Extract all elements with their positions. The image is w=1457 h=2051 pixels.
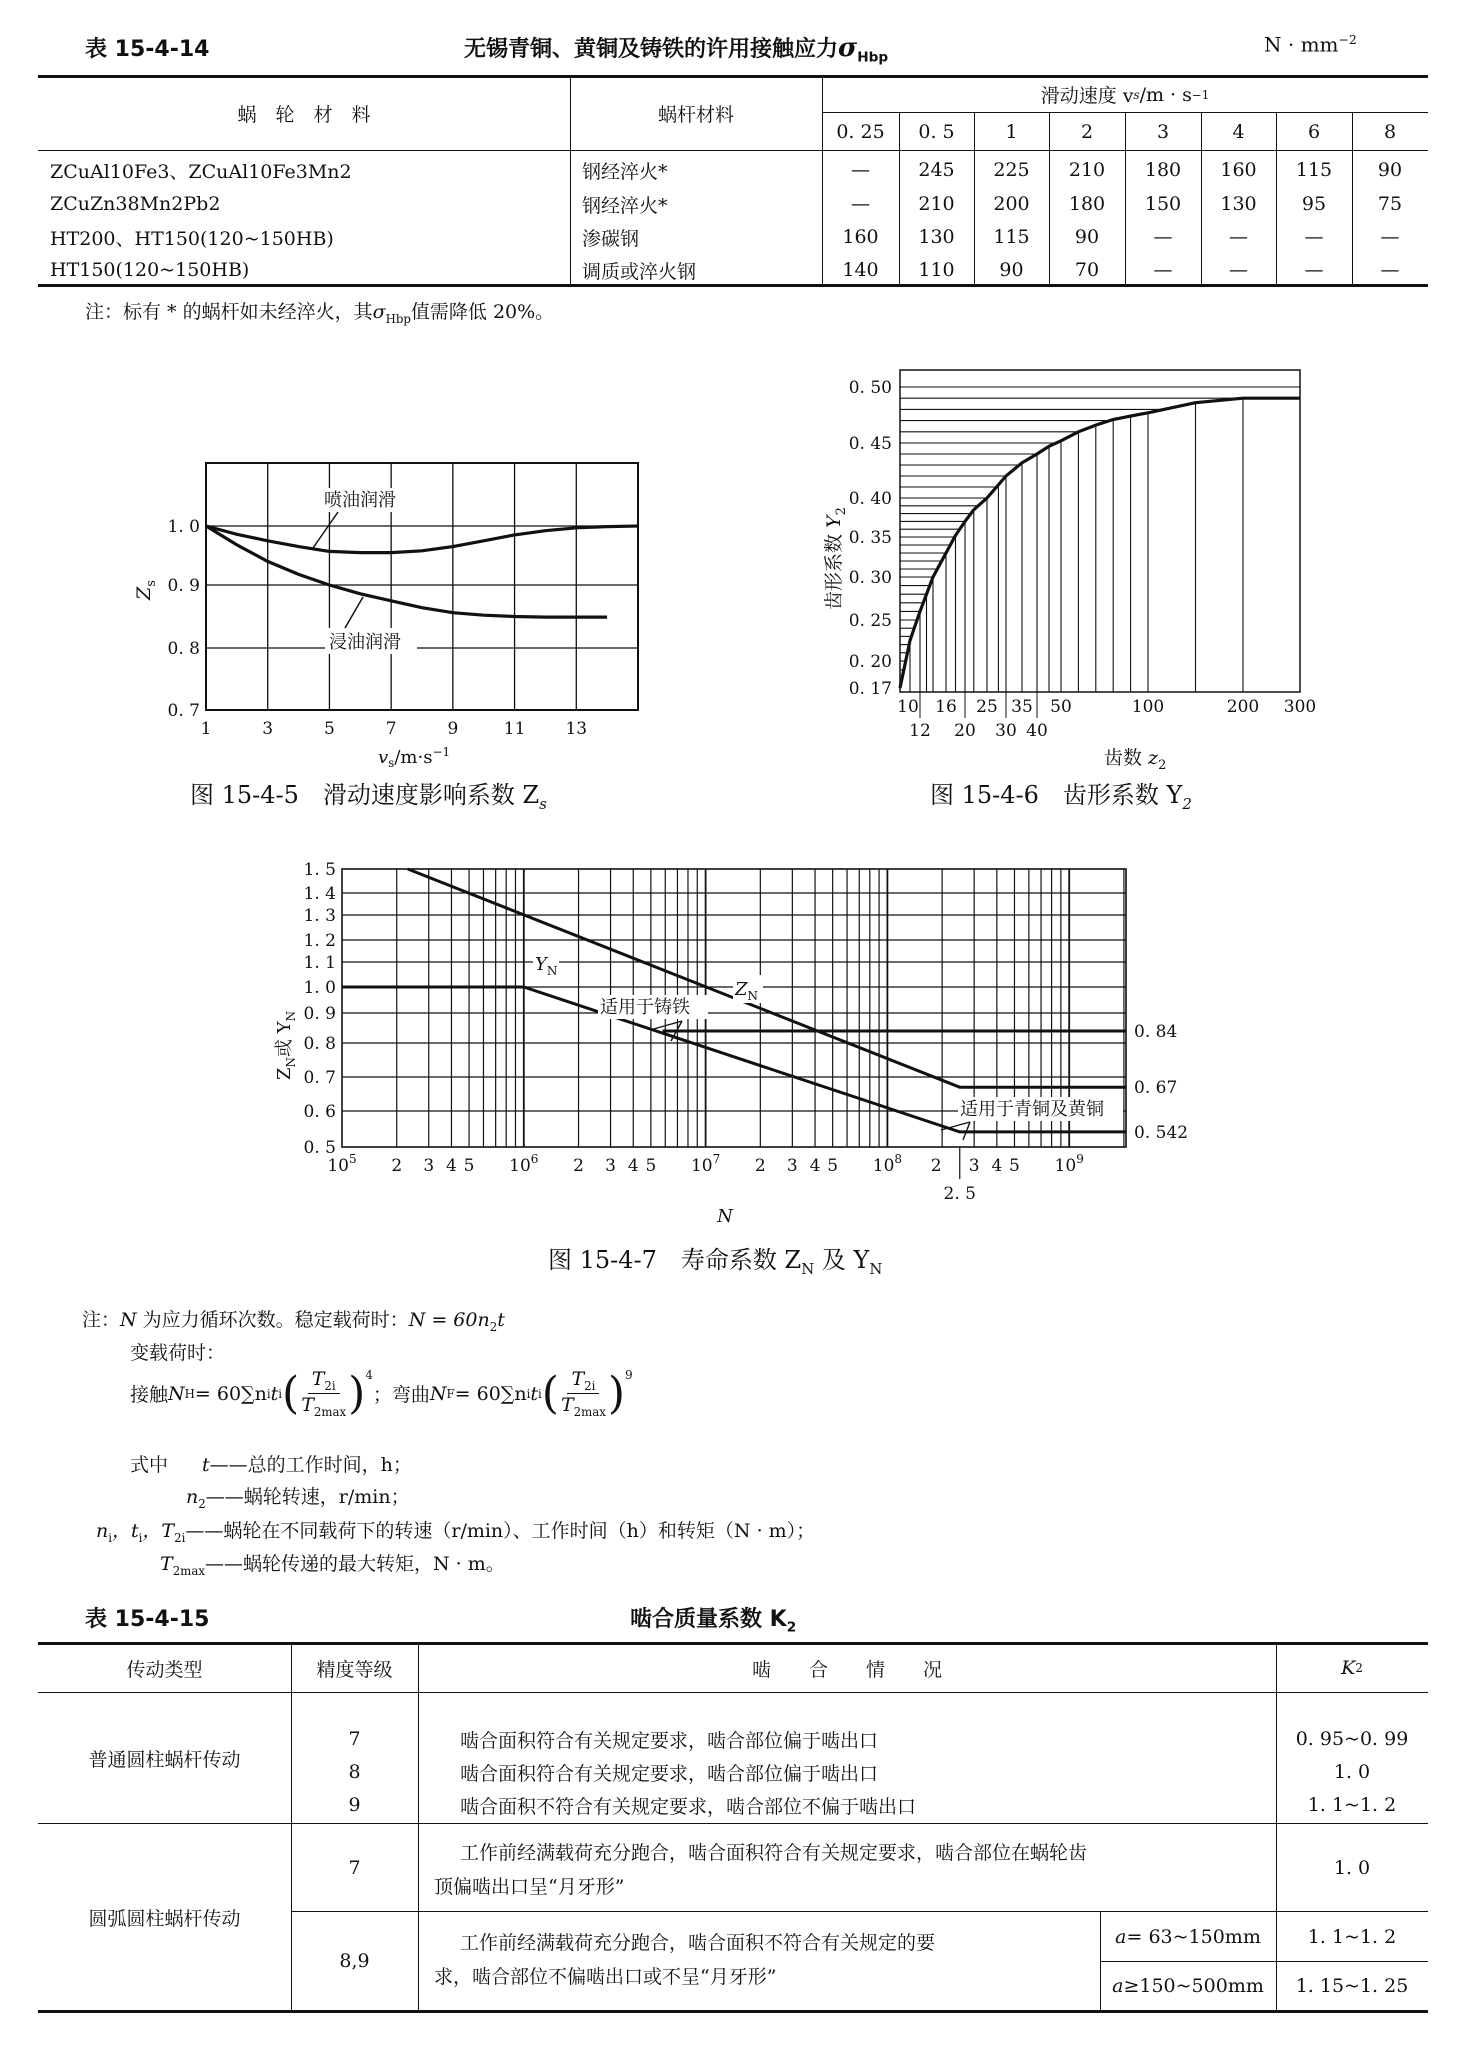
y-tick-label: 1. 1 [303,953,336,973]
frac-num [567,1368,599,1394]
x-tick-label: 12 [909,721,931,741]
stress-value: 200 [993,193,1030,215]
k2-value: 1. 0 [1333,1761,1371,1783]
x-tick-label: 3 [605,1156,616,1176]
note-N: N [120,1309,137,1331]
formula-steady: N = 60n [408,1309,490,1331]
caption-sub: s [539,794,547,813]
x-tick-label: 40 [1026,721,1048,741]
grade: 9 [348,1794,361,1816]
wheel-material: ZCuAl10Fe3、ZCuAl10Fe3Mn2 [50,160,352,183]
k2-value: 0. 95~0. 99 [1295,1728,1409,1750]
stress-value: — [1304,226,1324,248]
eq-ni-sub: i [526,1386,531,1401]
right-value-label: 0. 67 [1134,1078,1178,1099]
caption-sub: N [801,1259,815,1278]
right-value-label: 0. 542 [1134,1122,1189,1143]
def-sym2: ，t [112,1520,139,1542]
x-tick-label: 1 [200,719,212,739]
header-speed: 2 [1080,120,1094,143]
fraction [561,1368,606,1419]
frac-den-sub: 2max [573,1404,606,1419]
bend-N-sub: F [446,1386,455,1401]
frac-den-T: T [560,1394,574,1416]
x-tick-label: $10^7$ [690,1152,721,1176]
x-tick-label-2.5: 2. 5 [943,1184,976,1204]
frac-den [561,1394,606,1419]
unit-text: N · mm [1264,32,1339,57]
x-tick-label: 2 [754,1156,766,1176]
y-tick-label: 1. 0 [167,517,200,537]
contact-N-sub: H [184,1386,195,1401]
x-tick-label: $10^6$ [509,1152,539,1176]
sigma-symbol: σ [838,33,858,63]
header-worm-material: 蜗杆材料 [657,104,734,126]
plot-frame [206,463,638,710]
range-text: = 63~150mm [1126,1925,1261,1948]
stress-value: 160 [1220,159,1257,181]
table-bottom-border [38,2010,1428,2013]
x-tick-label: 4 [809,1156,821,1176]
frac-num-sub: 2i [584,1379,596,1393]
right-value-label: 0. 84 [1134,1022,1178,1042]
grade: 7 [348,1728,361,1750]
y-tick-label: 0. 7 [167,701,200,721]
def-T2max [160,1549,505,1578]
header-wheel-material: 蜗 轮 材 料 [237,104,371,126]
stress-value: 180 [1144,159,1182,181]
bend-exponent: 9 [625,1368,633,1382]
y-axis-label: $Z_N$或 $Y_N$ [274,1010,298,1080]
k2-value: 1. 1~1. 2 [1307,1925,1397,1948]
unit-sup: −2 [1338,32,1357,47]
stress-value: — [1153,226,1173,248]
def-sub3: 2i [174,1530,186,1545]
x-tick-label: 20 [954,721,976,741]
paren-left: ( [541,1368,559,1419]
x-tick-label: 7 [385,719,397,739]
y-tick-label: 0. 45 [848,434,892,454]
header-condition: 啮 合 情 况 [751,1658,942,1681]
note-sigma-sub: Hbp [385,311,411,326]
series-line-y2 [900,398,1300,688]
stress-value: 245 [918,159,955,181]
x-tick-label: 3 [968,1156,980,1176]
y-tick-label: 0. 8 [167,639,200,659]
stress-value: — [851,159,870,181]
frac-num-sub: 2i [324,1379,336,1393]
x-tick-label: $10^8$ [872,1152,903,1176]
range-symbol: a [1112,1975,1124,1997]
condition-line-2: 求，啮合部位不偏啮出口或不呈“月牙形” [434,1965,777,1988]
stress-value: 110 [918,259,955,281]
condition-line-2: 顶偏啮出口呈“月牙形” [434,1875,625,1898]
y-tick-label: 0. 35 [848,528,892,548]
fraction [301,1368,346,1419]
x-tick-label: 3 [786,1156,798,1176]
y-tick-label: 0. 20 [848,652,892,672]
stress-value: 95 [1301,193,1327,215]
header-k2 [1276,1644,1428,1692]
speed-sup: −1 [1191,87,1210,102]
speed-sub: s [1133,87,1140,102]
contact-exponent: 4 [365,1368,373,1382]
eq-prefix: = 60∑n [454,1382,527,1405]
col-divider [418,1644,419,2010]
x-tick-label: 9 [447,719,459,739]
center-distance-range [1100,1912,1276,1961]
note-line-2: 变载荷时： [130,1342,226,1364]
caption-text: 图 15-4-5 滑动速度影响系数 Z [190,781,540,809]
y-tick-label: 0. 8 [303,1034,336,1054]
y-tick-label: 1. 2 [303,931,336,951]
drive-type-arc: 圆弧圆柱蜗杆传动 [88,1907,241,1930]
y-tick-label: 0. 25 [848,611,892,631]
chart-y2-caption [930,775,1192,813]
annotation-leader [345,597,363,628]
stress-value: 210 [918,193,955,215]
x-axis-label: $v_s/m\cdot s^{-1}$ [378,745,451,770]
def-text: ——蜗轮转速，r/min； [205,1486,410,1508]
y-tick-label: 0. 5 [303,1138,336,1158]
header-speed: 0. 5 [918,120,955,143]
worm-material: 钢经淬火* [582,160,668,183]
note-sigma: σ [372,301,386,323]
stress-value: 75 [1377,193,1403,215]
paren-left: ( [282,1368,300,1419]
x-tick-label: 100 [1131,697,1165,717]
eq-t: t [270,1382,279,1405]
def-text: ——蜗轮在不同载荷下的转速（r/min）、工作时间（h）和转矩（N · m）； [185,1520,816,1542]
stress-value: — [1380,259,1400,281]
caption-mid: 及 Y [814,1246,870,1274]
x-tick-label: 3 [262,719,274,739]
sigma-subscript: Hbp [857,49,889,66]
condition: 啮合面积不符合有关规定要求，啮合部位不偏于啮出口 [460,1795,917,1818]
header-speed: 1 [1005,120,1018,143]
annotation-immersion: 浸油润滑 [329,632,401,653]
frac-num-T: T [571,1368,585,1391]
y-tick-label: 0. 50 [848,378,892,398]
y-axis-label: 齿形系数 $Y_2$ [823,507,849,610]
x-tick-label: 4 [991,1156,1003,1176]
center-distance-range [1100,1962,1276,2010]
note-line-1 [82,1305,505,1334]
header-speed: 0. 25 [836,120,885,143]
k2-sub: 2 [1355,1661,1363,1675]
table-14-title-text: 无锡青铜、黄铜及铸铁的许用接触应力 [464,37,839,62]
frac-num-T: T [311,1368,325,1391]
stress-value: 130 [918,226,955,248]
x-tick-label: 25 [976,697,998,717]
bend-N: N [429,1382,447,1405]
x-tick-label: 13 [565,719,588,739]
chart-zs [133,463,638,770]
x-tick-label: 30 [995,721,1017,741]
stress-value: 90 [1377,159,1403,181]
def-sub: 2 [198,1496,206,1511]
range-symbol: a [1115,1925,1127,1948]
stress-value: 115 [993,226,1030,248]
condition-line-1: 工作前经满载荷充分跑合，啮合面积不符合有关规定的要 [460,1931,936,1954]
condition: 啮合面积符合有关规定要求，啮合部位偏于啮出口 [460,1762,879,1785]
where-label: 式中 [130,1454,169,1476]
series-label-yn: $Y_N$ [535,954,558,978]
def-t [202,1450,412,1477]
def-sym: T [160,1553,173,1575]
worm-material: 渗碳钢 [582,227,640,250]
header-speed: 4 [1232,120,1245,143]
x-tick-label: 2 [391,1156,403,1176]
y-tick-label: 0. 9 [167,576,200,596]
worm-material: 钢经淬火* [582,194,668,217]
stress-value: — [1304,259,1324,281]
y-tick-label: 0. 30 [848,568,892,588]
y-tick-label: 1. 5 [303,860,336,880]
annotation-leader [313,512,338,548]
paren-right: ) [607,1368,626,1419]
caption-sub: 2 [1182,794,1192,813]
y-tick-label: 1. 4 [303,884,336,904]
contact-N: N [168,1382,185,1405]
y-tick-label: 0. 7 [303,1068,336,1088]
x-tick-label: 5 [463,1156,475,1176]
condition-line-1: 工作前经满载荷充分跑合，啮合面积符合有关规定要求，啮合部位在蜗轮齿 [460,1841,1088,1864]
annotation-cast-iron: 适用于铸铁 [600,997,690,1018]
table-15-title [630,1602,796,1635]
x-tick-label: 11 [503,719,526,739]
def-sym3: ，T [142,1520,175,1542]
stress-value: — [1229,226,1248,248]
k2-symbol: K [1341,1657,1356,1679]
x-tick-label: 5 [1009,1156,1020,1176]
def-sym: n [186,1486,199,1508]
header-speed: 6 [1307,120,1321,143]
x-tick-label: 4 [446,1156,457,1176]
y-tick-label: 0. 6 [303,1102,336,1122]
x-tick-label: 200 [1226,697,1260,717]
stress-value: — [1229,259,1248,281]
x-tick-label: 300 [1283,697,1317,717]
annotation-spray: 喷油润滑 [324,490,396,511]
x-tick-label: 5 [324,719,335,739]
frac-den [301,1394,346,1419]
header-drive-type: 传动类型 [126,1658,203,1681]
x-tick-label: 3 [423,1156,435,1176]
stress-value: — [851,193,870,215]
x-tick-label: 10 [897,697,919,717]
y-tick-label: 1. 0 [303,978,336,998]
table-15-number: 表 15-4-15 [85,1607,210,1632]
chart-zs-caption [190,775,547,813]
condition: 啮合面积符合有关规定要求，啮合部位偏于啮出口 [460,1729,879,1752]
def-sub: 2max [172,1563,205,1578]
x-tick-label: 5 [645,1156,657,1176]
def-sym: n [96,1520,109,1542]
x-tick-label: 4 [627,1156,639,1176]
series-label-zn: $Z_N$ [735,979,759,1003]
header-speed: 8 [1383,120,1397,143]
table-15-title-text: 啮合质量系数 K [630,1607,787,1632]
contact-label: 接触 [130,1384,169,1406]
header-grade: 精度等级 [316,1658,393,1681]
stress-value: — [1380,226,1400,248]
k2-value: 1. 0 [1333,1856,1371,1879]
note-text: 为应力循环次数。稳定载荷时： [136,1309,409,1331]
x-axis-label: N [717,1206,733,1227]
grade: 8,9 [339,1950,370,1972]
grade: 8 [348,1761,361,1783]
grade: 7 [348,1856,361,1879]
formula-sub: 2 [489,1319,498,1334]
x-tick-label: 5 [827,1156,839,1176]
stress-value: 130 [1220,193,1257,215]
def-text: ——总的工作时间，h； [209,1454,412,1476]
chart-zn-caption [548,1240,882,1278]
k2-value: 1. 1~1. 2 [1307,1794,1397,1816]
stress-value: 210 [1068,159,1106,181]
header-speed: 3 [1156,120,1170,143]
x-tick-label: 50 [1050,697,1072,717]
def-sym: t [202,1454,210,1476]
stress-value: 70 [1074,259,1100,281]
k2-value: 1. 15~1. 25 [1295,1975,1409,1997]
stress-value: 140 [842,259,879,281]
speed-unit: /m · s [1139,83,1192,106]
caption-text: 图 15-4-7 寿命系数 Z [548,1246,802,1274]
stress-value: 115 [1295,159,1333,181]
paren-right: ) [348,1368,366,1419]
caption-sub2: N [869,1259,883,1278]
speed-label: 滑动速度 v [1040,85,1134,107]
series-line-spray-lubrication [206,526,638,553]
def-ni-ti-T2i [96,1516,815,1545]
note-prefix: 注：标有 * 的蜗杆如未经淬火，其 [85,301,373,323]
chart-y2 [823,370,1316,773]
eq-ti-sub: i [278,1386,283,1401]
eq-ti-sub: i [538,1386,542,1401]
frac-num [308,1368,340,1394]
x-tick-label: 2 [930,1156,942,1176]
caption-text: 图 15-4-6 齿形系数 Y [930,781,1183,809]
x-tick-label: 16 [935,697,957,717]
eq-ni-sub: i [266,1386,271,1401]
def-sub2: i [138,1530,143,1545]
formula-line [130,1368,633,1419]
table-15-title-sub: 2 [786,1619,797,1636]
separator: ；弯曲 [372,1384,430,1406]
def-sub: i [108,1530,113,1545]
stress-value: 90 [999,259,1024,281]
y-axis-label: $Z_s$ [133,580,159,600]
y-tick-label: 0. 17 [848,679,892,699]
stress-value: 90 [1074,226,1100,248]
wheel-material: HT200、HT150(120~150HB) [50,227,334,250]
stress-value: — [1153,259,1173,281]
note-prefix: 注： [82,1309,121,1331]
x-axis-label: 齿数 $z_2$ [1104,747,1167,773]
stress-value: 180 [1068,193,1106,215]
frac-den-sub: 2max [313,1404,347,1419]
y-tick-label: 0. 40 [848,489,892,509]
x-tick-label: 2 [573,1156,584,1176]
eq-prefix: = 60∑n [194,1382,267,1405]
y-tick-label: 1. 3 [303,906,336,926]
range-text: ≥150~500mm [1123,1975,1264,1997]
x-tick-label: $10^9$ [1054,1152,1084,1176]
x-tick-label: 35 [1011,697,1033,717]
eq-t: t [530,1382,538,1405]
note-suffix: 值需降低 20%。 [410,301,555,323]
wheel-material: ZCuZn38Mn2Pb2 [50,193,221,215]
frac-den-T: T [301,1394,314,1416]
drive-type-ordinary: 普通圆柱蜗杆传动 [88,1748,241,1771]
stress-value: 160 [842,226,879,248]
chart-zn-yn [274,860,1188,1227]
stress-value: 150 [1144,193,1182,215]
wheel-material: HT150(120~150HB) [50,259,250,281]
def-text: ——蜗轮传递的最大转矩，N · m。 [204,1553,505,1575]
x-tick-label: $10^5$ [327,1152,357,1176]
def-n2 [186,1482,410,1511]
formula-t: t [497,1309,505,1331]
annotation-bronze-brass: 适用于青铜及黄铜 [960,1099,1104,1120]
worm-material: 调质或淬火钢 [582,260,697,283]
y-tick-label: 0. 9 [303,1004,336,1024]
stress-value: 225 [993,159,1030,181]
table-14-number: 表 15-4-14 [85,37,210,62]
